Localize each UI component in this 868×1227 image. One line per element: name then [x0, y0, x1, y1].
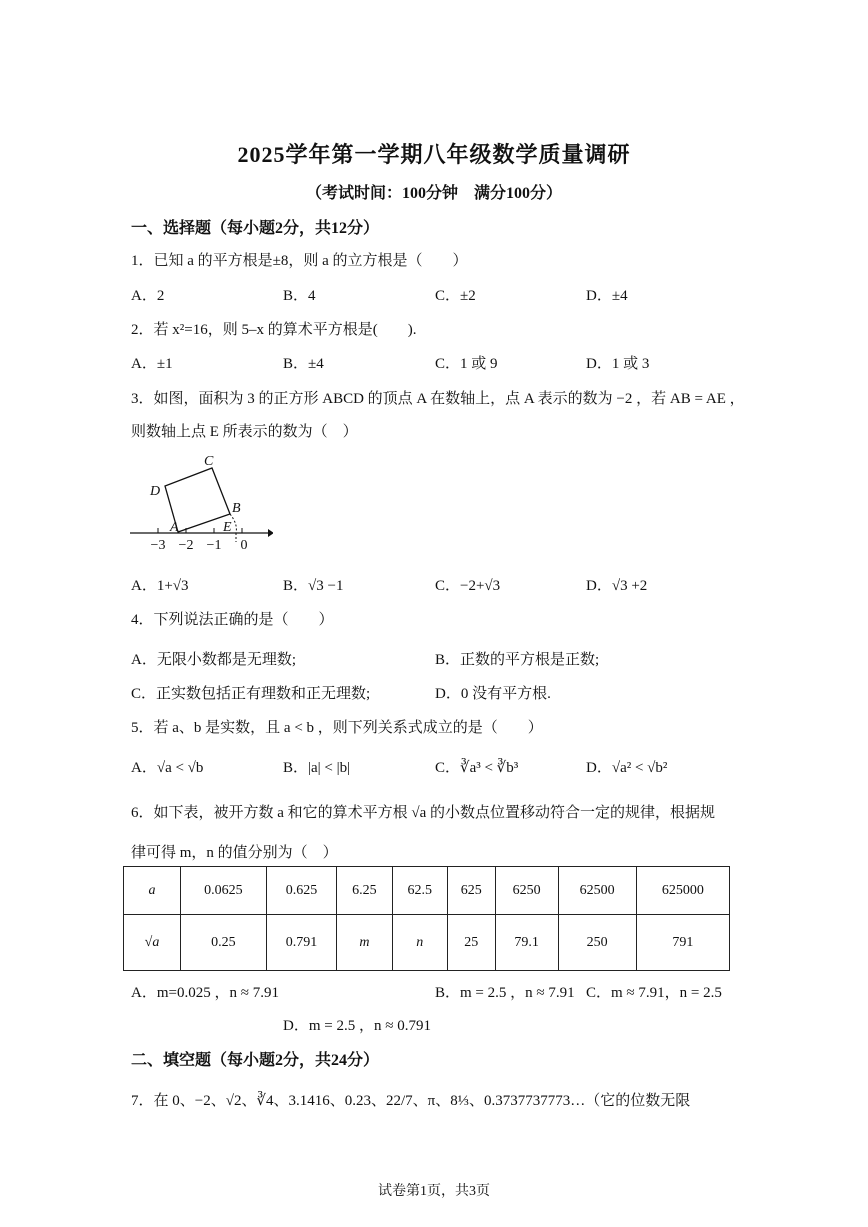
label-b: B [232, 501, 241, 516]
q3-option-c: C．−2+√3 [435, 578, 501, 594]
page-footer: 试卷第1页，共3页 [378, 1184, 490, 1199]
q2-option-c: C．1 或 9 [435, 356, 498, 372]
table-cell: 0.25 [181, 915, 267, 971]
table-cell: 0.625 [266, 867, 337, 915]
label-e: E [223, 520, 232, 535]
label-d: D [150, 484, 161, 499]
question-7-stem: 7．在 0、−2、√2、∛4、3.1416、0.23、22/7、π、8⅓、0.3737737773…（它的位数无限 [131, 1093, 691, 1109]
section-heading-fill-in: 二、填空题（每小题2分，共24分） [131, 1052, 380, 1069]
q2-option-d: D．1 或 3 [586, 356, 650, 372]
table-cell: 0.0625 [181, 867, 267, 915]
label-c: C [204, 454, 214, 469]
table-row [124, 867, 730, 915]
sqrt-pattern-table [123, 866, 730, 971]
table-row-header-a: a [124, 867, 181, 915]
tick-label-neg1: −1 [206, 538, 222, 553]
q4-option-a: A．无限小数都是无理数; [131, 652, 297, 668]
q4-option-b: B．正数的平方根是正数; [435, 652, 600, 668]
tick-label-neg3: −3 [150, 538, 166, 553]
table-cell: 625000 [636, 867, 729, 915]
question-5-stem: 5．若 a、b 是实数，且 a < b ，则下列关系式成立的是（ ） [131, 720, 543, 736]
question-6-stem-line2: 律可得 m，n 的值分别为（ ） [131, 845, 338, 861]
question-3-stem-line2: 则数轴上点 E 所表示的数为（ ） [131, 424, 358, 440]
table-row [124, 915, 730, 971]
table-cell: 250 [558, 915, 636, 971]
q5-option-a: A．√a < √b [131, 760, 204, 776]
q5-option-c: C．∛a³ < ∛b³ [435, 760, 519, 776]
number-line-arrow [268, 529, 273, 537]
q3-option-d: D．√3 +2 [586, 578, 648, 594]
q1-option-b: B．4 [283, 288, 316, 304]
q5-option-b: B．|a| < |b| [283, 760, 351, 776]
table-cell: 6250 [495, 867, 558, 915]
question-6-stem-line1: 6．如下表，被开方数 a 和它的算术平方根 √a 的小数点位置移动符合一定的规律，根据规 [131, 805, 716, 821]
section-heading-choice: 一、选择题（每小题2分，共12分） [131, 220, 380, 237]
table-cell: 25 [447, 915, 495, 971]
q3-option-b: B．√3 −1 [283, 578, 344, 594]
table-cell: 0.791 [266, 915, 337, 971]
table-cell: 625 [447, 867, 495, 915]
table-cell: 62.5 [392, 867, 447, 915]
question-4-stem: 4．下列说法正确的是（ ） [131, 612, 334, 628]
square-on-number-line-figure [128, 450, 273, 555]
page-title: 2025学年第一学期八年级数学质量调研 [237, 142, 631, 167]
question-1-stem: 1．已知 a 的平方根是±8，则 a 的立方根是（ ） [131, 253, 468, 269]
table-cell: 62500 [558, 867, 636, 915]
table-cell: 79.1 [495, 915, 558, 971]
question-3-stem-line1: 3．如图，面积为 3 的正方形 ABCD 的顶点 A 在数轴上，点 A 表示的数为 −2 ，若 AB = AE ， [131, 391, 745, 407]
q4-option-c: C．正实数包括正有理数和正无理数; [131, 686, 371, 702]
q4-option-d: D．0 没有平方根. [435, 686, 551, 702]
q1-option-c: C．±2 [435, 288, 476, 304]
q6-option-d: D．m = 2.5 ，n ≈ 0.791 [283, 1018, 431, 1034]
table-cell: m [337, 915, 392, 971]
q6-option-a: A．m=0.025 ，n ≈ 7.91 [131, 985, 279, 1001]
q6-option-b: B．m = 2.5 ，n ≈ 7.91 [435, 985, 575, 1001]
label-a: A [170, 520, 179, 535]
q2-option-b: B．±4 [283, 356, 324, 372]
table-cell: n [392, 915, 447, 971]
q3-option-a: A．1+√3 [131, 578, 189, 594]
q1-option-d: D．±4 [586, 288, 628, 304]
table-cell: 791 [636, 915, 729, 971]
exam-info: （考试时间：100分钟 满分100分） [305, 185, 562, 202]
q6-option-c: C．m ≈ 7.91，n = 2.5 [586, 985, 722, 1001]
q2-option-a: A．±1 [131, 356, 173, 372]
q5-option-d: D．√a² < √b² [586, 760, 668, 776]
q1-option-a: A．2 [131, 288, 165, 304]
table-row-header-sqrt-a: √a [124, 915, 181, 971]
tick-label-neg2: −2 [178, 538, 194, 553]
question-2-stem: 2．若 x²=16，则 5–x 的算术平方根是( ). [131, 322, 417, 338]
table-cell: 6.25 [337, 867, 392, 915]
tick-label-0: 0 [240, 538, 248, 553]
